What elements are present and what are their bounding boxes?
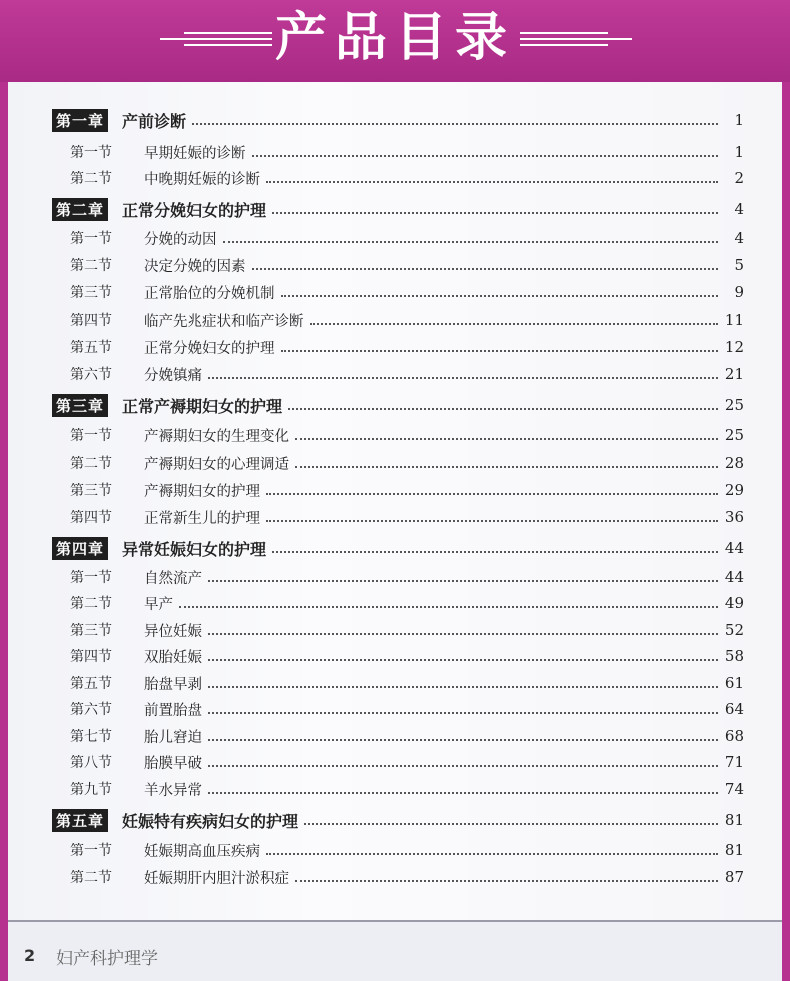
toc-section-row <box>70 645 744 667</box>
section-title: 异位妊娠 <box>144 623 202 640</box>
toc-section-row <box>70 866 744 888</box>
dot-leader <box>295 872 718 882</box>
chapter-number: 第五章 <box>52 809 108 832</box>
page-number: 68 <box>724 727 744 745</box>
section-title: 胎儿窘迫 <box>144 729 202 746</box>
section-number: 第六节 <box>70 367 112 383</box>
chapter-title: 妊娠特有疾病妇女的护理 <box>122 811 299 831</box>
dot-leader <box>208 704 718 714</box>
section-title: 分娩的动因 <box>144 231 217 248</box>
section-number: 第一节 <box>70 428 112 444</box>
toc-chapter-row <box>52 394 744 416</box>
section-title: 中晚期妊娠的诊断 <box>144 171 260 188</box>
toc-chapter-row <box>52 537 744 559</box>
toc-chapter-row <box>52 809 744 831</box>
toc-section-row <box>70 479 744 501</box>
section-number: 第一节 <box>70 570 112 586</box>
page-number: 81 <box>724 841 744 859</box>
page-title: 产品目录 <box>274 8 515 68</box>
page-number: 4 <box>734 200 744 218</box>
footer-page-number: 2 <box>24 946 36 965</box>
section-number: 第二节 <box>70 870 112 886</box>
dot-leader <box>223 233 719 243</box>
page-number: 87 <box>724 868 744 886</box>
page-number: 1 <box>734 111 744 129</box>
toc-section-row <box>70 452 744 474</box>
page-number: 25 <box>724 426 744 444</box>
page-number: 21 <box>724 365 744 383</box>
page-footer <box>8 920 782 981</box>
section-title: 胎盘早剥 <box>144 676 202 693</box>
page-number: 44 <box>724 539 744 557</box>
toc-section-row <box>70 309 744 331</box>
section-title: 正常分娩妇女的护理 <box>144 340 275 357</box>
section-number: 第四节 <box>70 510 112 526</box>
toc-section-row <box>70 167 744 189</box>
dot-leader <box>310 315 719 325</box>
section-number: 第三节 <box>70 285 112 301</box>
toc-section-row <box>70 619 744 641</box>
toc-section-row <box>70 672 744 694</box>
banner <box>0 0 790 82</box>
section-number: 第一节 <box>70 145 112 161</box>
chapter-title: 产前诊断 <box>122 111 187 131</box>
section-title: 正常新生儿的护理 <box>144 510 260 527</box>
section-number: 第五节 <box>70 340 112 356</box>
toc-section-row <box>70 698 744 720</box>
section-title: 妊娠期肝内胆汁淤积症 <box>144 870 289 887</box>
dot-leader <box>252 260 719 270</box>
dot-leader <box>281 287 719 297</box>
section-title: 双胎妊娠 <box>144 649 202 666</box>
section-number: 第三节 <box>70 623 112 639</box>
page-number: 44 <box>724 568 744 586</box>
section-title: 前置胎盘 <box>144 702 202 719</box>
toc-chapter-row <box>52 109 744 131</box>
toc-section-row <box>70 281 744 303</box>
section-title: 产褥期妇女的心理调适 <box>144 456 289 473</box>
section-number: 第四节 <box>70 649 112 665</box>
section-title: 羊水异常 <box>144 782 202 799</box>
chapter-title: 异常妊娠妇女的护理 <box>122 539 267 559</box>
dot-leader <box>304 815 718 825</box>
section-title: 自然流产 <box>144 570 202 587</box>
dot-leader <box>266 173 718 183</box>
section-number: 第二节 <box>70 258 112 274</box>
page-number: 49 <box>724 594 744 612</box>
dot-leader <box>192 115 718 125</box>
chapter-number: 第三章 <box>52 394 108 417</box>
decorative-lines-right <box>520 32 632 46</box>
dot-leader <box>208 757 718 767</box>
toc-section-row <box>70 566 744 588</box>
section-number: 第一节 <box>70 231 112 247</box>
section-title: 产褥期妇女的生理变化 <box>144 428 289 445</box>
toc-section-row <box>70 363 744 385</box>
section-number: 第四节 <box>70 313 112 329</box>
dot-leader <box>252 147 719 157</box>
section-number: 第三节 <box>70 483 112 499</box>
dot-leader <box>272 543 718 553</box>
toc-section-row <box>70 424 744 446</box>
section-title: 早产 <box>144 596 173 613</box>
dot-leader <box>266 485 718 495</box>
page-number: 64 <box>724 700 744 718</box>
section-title: 正常胎位的分娩机制 <box>144 285 275 302</box>
toc-section-row <box>70 227 744 249</box>
page-number: 29 <box>724 481 744 499</box>
page-number: 81 <box>724 811 744 829</box>
toc-section-row <box>70 778 744 800</box>
dot-leader <box>208 651 718 661</box>
page-number: 61 <box>724 674 744 692</box>
section-title: 胎膜早破 <box>144 755 202 772</box>
section-number: 第一节 <box>70 843 112 859</box>
page-number: 71 <box>724 753 744 771</box>
page-number: 25 <box>724 396 744 414</box>
dot-leader <box>295 430 718 440</box>
section-number: 第二节 <box>70 596 112 612</box>
dot-leader <box>208 625 718 635</box>
dot-leader <box>208 784 718 794</box>
page-number: 4 <box>734 229 744 247</box>
dot-leader <box>295 458 718 468</box>
toc-chapter-row <box>52 198 744 220</box>
toc-section-row <box>70 839 744 861</box>
page-number: 74 <box>724 780 744 798</box>
page-number: 9 <box>734 283 744 301</box>
section-title: 临产先兆症状和临产诊断 <box>144 313 304 330</box>
dot-leader <box>208 731 718 741</box>
chapter-number: 第四章 <box>52 537 108 560</box>
dot-leader <box>179 598 718 608</box>
dot-leader <box>208 678 718 688</box>
page-number: 11 <box>724 311 744 329</box>
chapter-title: 正常产褥期妇女的护理 <box>122 396 283 416</box>
dot-leader <box>266 512 718 522</box>
page-number: 28 <box>724 454 744 472</box>
section-title: 产褥期妇女的护理 <box>144 483 260 500</box>
page-number: 36 <box>724 508 744 526</box>
dot-leader <box>208 572 718 582</box>
section-title: 分娩镇痛 <box>144 367 202 384</box>
toc-section-row <box>70 725 744 747</box>
toc-section-row <box>70 751 744 773</box>
toc-section-row <box>70 336 744 358</box>
section-number: 第七节 <box>70 729 112 745</box>
section-number: 第六节 <box>70 702 112 718</box>
page-number: 58 <box>724 647 744 665</box>
page-number: 12 <box>724 338 744 356</box>
section-number: 第二节 <box>70 456 112 472</box>
section-title: 决定分娩的因素 <box>144 258 246 275</box>
chapter-number: 第一章 <box>52 109 108 132</box>
section-number: 第九节 <box>70 782 112 798</box>
toc-section-row <box>70 506 744 528</box>
section-number: 第五节 <box>70 676 112 692</box>
section-title: 妊娠期高血压疾病 <box>144 843 260 860</box>
dot-leader <box>288 400 718 410</box>
dot-leader <box>208 369 718 379</box>
section-number: 第八节 <box>70 755 112 771</box>
toc-section-row <box>70 592 744 614</box>
section-number: 第二节 <box>70 171 112 187</box>
dot-leader <box>266 845 718 855</box>
dot-leader <box>281 342 719 352</box>
page-number: 52 <box>724 621 744 639</box>
toc-section-row <box>70 141 744 163</box>
page-number: 5 <box>734 256 744 274</box>
page-number: 1 <box>734 143 744 161</box>
section-title: 早期妊娠的诊断 <box>144 145 246 162</box>
dot-leader <box>272 204 718 214</box>
page-number: 2 <box>734 169 744 187</box>
footer-book-title: 妇产科护理学 <box>56 949 158 969</box>
chapter-number: 第二章 <box>52 198 108 221</box>
toc-section-row <box>70 254 744 276</box>
chapter-title: 正常分娩妇女的护理 <box>122 200 267 220</box>
